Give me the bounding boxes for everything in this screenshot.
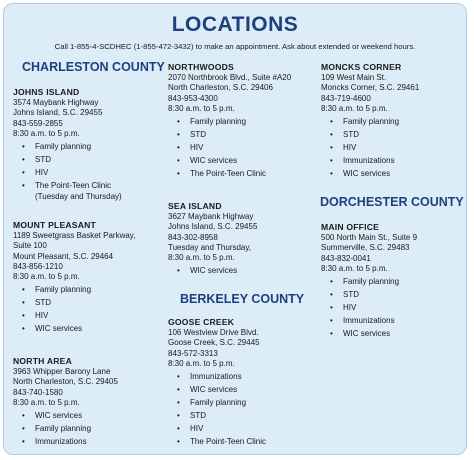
bullet-icon: • (177, 372, 180, 382)
bullet-icon: • (330, 143, 333, 153)
location-block (168, 317, 266, 448)
location-detail-line: Tuesday and Thursday, (168, 242, 252, 252)
service-label: Immunizations (343, 316, 395, 326)
location-name: MONCKS CORNER (321, 62, 402, 72)
service-item (13, 435, 118, 448)
service-item (13, 283, 135, 296)
location-block (13, 87, 122, 203)
location-detail-line: 2070 Northbrook Blvd., Suite #A20 (168, 73, 292, 82)
bullet-icon: • (22, 155, 25, 165)
location-detail-line: 109 West Main St. (321, 73, 387, 82)
bullet-icon: • (22, 298, 25, 308)
bullet-icon: • (22, 424, 25, 434)
service-label: HIV (190, 143, 204, 153)
location-detail-line: North Charleston, S.C. 29405 (13, 377, 118, 387)
location-block (13, 220, 135, 335)
service-item (321, 301, 417, 314)
location-detail-line: 843-832-0041 (321, 253, 371, 263)
location-detail-line: Johns Island, S.C. 29455 (168, 222, 258, 232)
bullet-icon: • (177, 156, 180, 166)
bullet-icon: • (330, 329, 333, 339)
service-label: Immunizations (343, 156, 395, 166)
bullet-icon: • (330, 117, 333, 127)
service-item (168, 435, 266, 448)
service-item (321, 128, 419, 141)
page-title: LOCATIONS (171, 13, 299, 36)
location-name: JOHNS ISLAND (13, 87, 80, 97)
location-block (168, 201, 257, 277)
service-label: Immunizations (190, 372, 242, 382)
bullet-icon: • (177, 143, 180, 153)
services-list (13, 409, 118, 448)
service-label: Family planning (190, 398, 247, 408)
service-label: WIC services (190, 266, 238, 276)
location-detail-line: 8:30 a.m. to 5 p.m. (13, 272, 80, 282)
locations-card (3, 3, 467, 455)
location-detail-line: Mount Pleasant, S.C. 29464 (13, 251, 114, 261)
location-detail-line: 843-559-2855 (13, 118, 63, 128)
location-detail-line: 500 North Main St., Suite 9 (321, 233, 418, 242)
bullet-icon: • (330, 156, 333, 166)
service-item (13, 309, 135, 322)
service-item (321, 167, 419, 180)
location-name: SEA ISLAND (168, 201, 222, 211)
service-label: WIC services (35, 324, 83, 334)
services-list (321, 115, 419, 180)
bullet-icon: • (177, 437, 180, 447)
service-item (321, 275, 417, 288)
service-item (13, 422, 118, 435)
service-item (168, 167, 291, 180)
location-detail-line: 8:30 a.m. to 5 p.m. (13, 397, 80, 407)
location-name: MOUNT PLEASANT (13, 220, 97, 230)
service-label: WIC services (190, 385, 238, 395)
location-block (321, 62, 419, 180)
service-item (168, 128, 291, 141)
service-item (168, 383, 266, 396)
service-item (168, 422, 266, 435)
location-detail-line: North Charleston, S.C. 29406 (168, 83, 273, 93)
location-detail-line: 8:30 a.m. to 5 p.m. (13, 128, 80, 138)
bullet-icon: • (177, 130, 180, 140)
service-label: The Point-Teen Clinic (190, 169, 267, 179)
service-item (321, 115, 419, 128)
service-label: STD (190, 130, 206, 140)
bullet-icon: • (330, 303, 333, 313)
location-block (168, 62, 291, 180)
service-item (13, 153, 122, 166)
service-item (13, 140, 122, 153)
service-item (168, 370, 266, 383)
location-name: GOOSE CREEK (168, 317, 235, 327)
service-label: Immunizations (35, 437, 87, 447)
services-list (168, 115, 291, 180)
service-item (168, 115, 291, 128)
location-name: MAIN OFFICE (321, 222, 380, 232)
services-list (321, 275, 417, 340)
bullet-icon: • (22, 437, 25, 447)
county-heading-dorchester: DORCHESTER COUNTY (320, 195, 464, 209)
service-item (321, 141, 419, 154)
service-item (321, 288, 417, 301)
service-item (168, 141, 291, 154)
location-detail-line: 3963 Whipper Barony Lane (13, 367, 111, 376)
location-detail-line: 8:30 a.m. to 5 p.m. (168, 358, 235, 368)
location-detail-line: 843-302-8958 (168, 232, 218, 242)
services-list (168, 370, 266, 448)
bullet-icon: • (177, 411, 180, 421)
bullet-icon: • (177, 169, 180, 179)
location-name: NORTH AREA (13, 356, 72, 366)
location-name: NORTHWOODS (168, 62, 234, 72)
service-label: HIV (35, 168, 49, 178)
bullet-icon: • (177, 385, 180, 395)
services-list (13, 283, 135, 335)
service-label: STD (190, 411, 206, 421)
location-detail-line: 3574 Maybank Highway (13, 98, 99, 107)
service-label: STD (35, 155, 51, 165)
bullet-icon: • (177, 266, 180, 276)
location-detail-line: 843-740-1580 (13, 387, 63, 397)
service-label: STD (343, 290, 359, 300)
service-item (168, 409, 266, 422)
service-label: HIV (190, 424, 204, 434)
location-detail-line: 843-719-4600 (321, 93, 371, 103)
service-label: WIC services (343, 329, 391, 339)
bullet-icon: • (177, 398, 180, 408)
service-label: WIC services (35, 411, 83, 421)
location-detail-line: Moncks Corner, S.C. 29461 (321, 83, 420, 93)
service-label: Family planning (35, 424, 92, 434)
service-label: Family planning (35, 285, 92, 295)
county-heading-berkeley: BERKELEY COUNTY (180, 292, 305, 306)
location-block (13, 356, 118, 448)
location-detail-line: 8:30 a.m. to 5 p.m. (321, 263, 388, 273)
service-label: The Point-Teen Clinic (190, 437, 267, 447)
bullet-icon: • (330, 277, 333, 287)
bullet-icon: • (22, 311, 25, 321)
location-detail-line: 8:30 a.m. to 5 p.m. (168, 253, 235, 263)
location-detail-line: 106 Westview Drive Blvd. (168, 328, 259, 337)
service-label: WIC services (190, 156, 238, 166)
services-list (168, 264, 257, 277)
service-label: Family planning (35, 142, 92, 152)
service-label: Family planning (190, 117, 247, 127)
service-label: Family planning (343, 117, 400, 127)
location-detail-line: Suite 100 (13, 241, 47, 251)
service-label: HIV (35, 311, 49, 321)
service-item (13, 296, 135, 309)
service-label: STD (35, 298, 51, 308)
bullet-icon: • (177, 117, 180, 127)
bullet-icon: • (22, 324, 25, 334)
service-label: Family planning (343, 277, 400, 287)
location-detail-line: 843-856-1210 (13, 261, 63, 271)
service-item (321, 154, 419, 167)
location-block (321, 222, 417, 340)
service-note: (Tuesday and Thursday) (35, 192, 122, 202)
location-detail-line: Goose Creek, S.C. 29445 (168, 338, 260, 348)
location-detail-line: 1189 Sweetgrass Basket Parkway, (13, 231, 136, 240)
service-item (321, 327, 417, 340)
service-item (13, 166, 122, 179)
location-detail-line: Johns Island, S.C. 29455 (13, 108, 103, 118)
service-label: The Point-Teen Clinic (35, 181, 112, 191)
bullet-icon: • (22, 285, 25, 295)
location-detail-line: 843-953-4300 (168, 93, 218, 103)
location-detail-line: 843-572-3313 (168, 348, 218, 358)
service-label: WIC services (343, 169, 391, 179)
location-detail-line: Summerville, S.C. 29483 (321, 243, 410, 253)
bullet-icon: • (330, 316, 333, 326)
service-label: HIV (343, 303, 357, 313)
bullet-icon: • (22, 411, 25, 421)
service-label: HIV (343, 143, 357, 153)
service-item (321, 314, 417, 327)
service-label: STD (343, 130, 359, 140)
service-item (13, 322, 135, 335)
services-list (13, 140, 122, 203)
bullet-icon: • (330, 130, 333, 140)
service-item (13, 409, 118, 422)
bullet-icon: • (22, 142, 25, 152)
bullet-icon: • (330, 169, 333, 179)
service-item (13, 179, 122, 203)
service-item (168, 264, 257, 277)
bullet-icon: • (177, 424, 180, 434)
service-item (168, 154, 291, 167)
location-detail-line: 8:30 a.m. to 5 p.m. (321, 103, 388, 113)
bullet-icon: • (22, 181, 25, 191)
appointment-instructions: Call 1-855-4-SCDHEC (1-855-472-3432) to make an appointment. Ask about extended or weekend hours. (54, 42, 416, 51)
bullet-icon: • (330, 290, 333, 300)
location-detail-line: 8:30 a.m. to 5 p.m. (168, 103, 235, 113)
service-item (168, 396, 266, 409)
location-detail-line: 3627 Maybank Highway (168, 212, 254, 221)
county-heading-charleston: CHARLESTON COUNTY (22, 60, 165, 74)
bullet-icon: • (22, 168, 25, 178)
